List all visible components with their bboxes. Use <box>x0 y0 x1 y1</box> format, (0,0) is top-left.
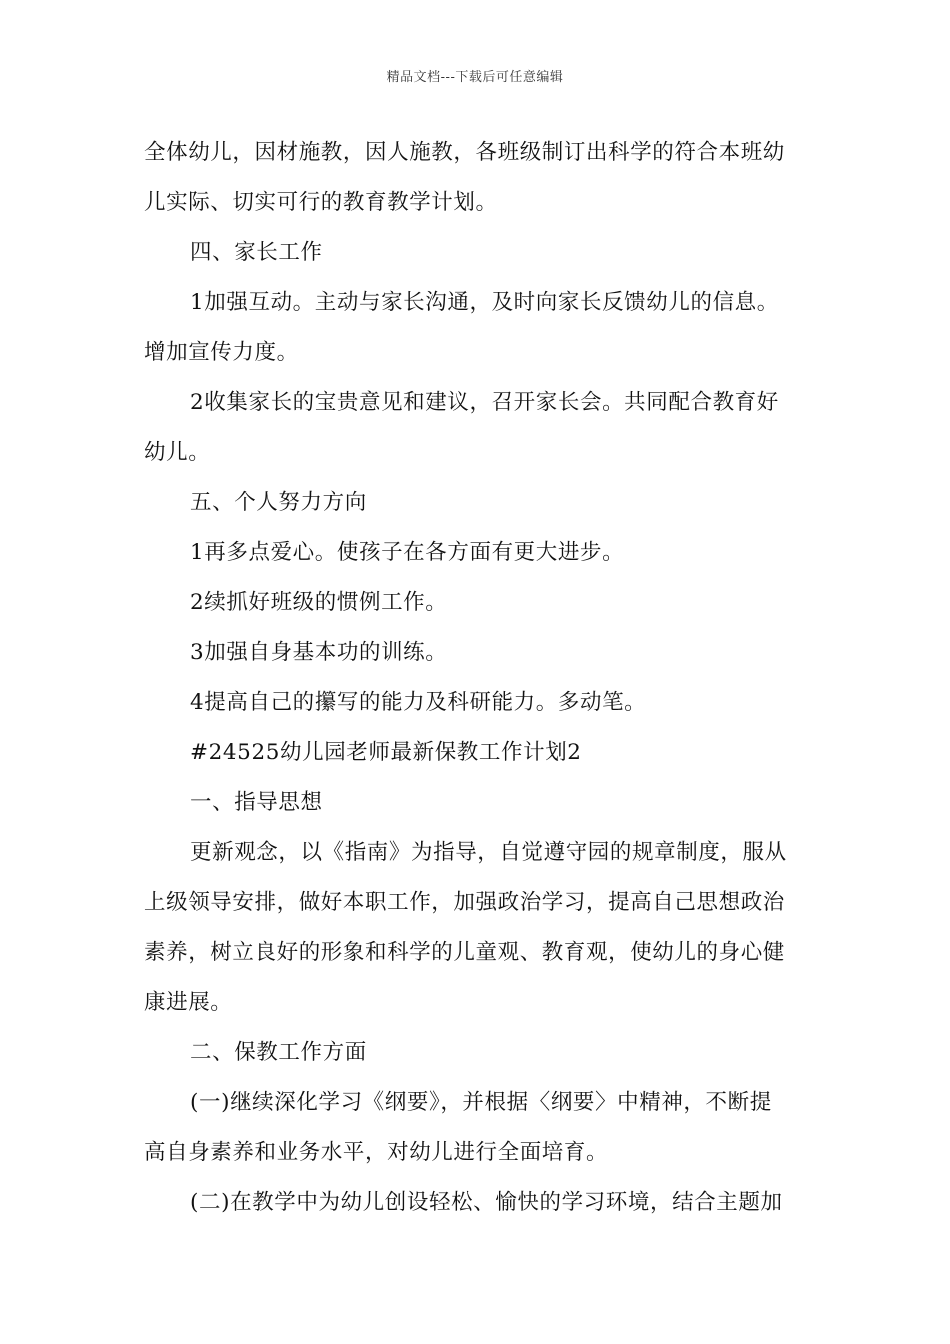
text-line: 幼儿。 <box>144 440 211 465</box>
text-line: 增加宣传力度。 <box>144 340 299 365</box>
text-line: #24525幼儿园老师最新保教工作计划2 <box>190 740 582 765</box>
text-line: 五、个人努力方向 <box>190 490 367 515</box>
text-line: 二、保教工作方面 <box>190 1040 367 1065</box>
text-line: 全体幼儿，因材施教，因人施教，各班级制订出科学的符合本班幼 <box>144 140 785 165</box>
page-header: 精品文档---下载后可任意编辑 <box>386 70 564 85</box>
text-line: 康进展。 <box>144 990 233 1015</box>
text-line: 一、指导思想 <box>190 790 323 815</box>
text-line: 1再多点爱心。使孩子在各方面有更大进步。 <box>190 540 625 565</box>
text-line: (二)在教学中为幼儿创设轻松、愉快的学习环境，结合主题加 <box>190 1190 783 1215</box>
text-line: 高自身素养和业务水平，对幼儿进行全面培育。 <box>144 1140 609 1165</box>
text-line: 素养，树立良好的形象和科学的儿童观、教育观，使幼儿的身心健 <box>144 940 785 965</box>
text-line: 4提高自己的攥写的能力及科研能力。多动笔。 <box>190 690 647 715</box>
text-line: 2续抓好班级的惯例工作。 <box>190 590 448 615</box>
text-line: 儿实际、切实可行的教育教学计划。 <box>144 190 498 215</box>
text-line: 1加强互动。主动与家长沟通，及时向家长反馈幼儿的信息。 <box>190 290 779 315</box>
text-line: 2收集家长的宝贵意见和建议，召开家长会。共同配合教育好 <box>190 390 779 415</box>
text-line: 更新观念，以《指南》为指导，自觉遵守园的规章制度，服从 <box>190 840 787 865</box>
document-body <box>144 128 808 1228</box>
text-line: (一)继续深化学习《纲要》，并根据〈纲要〉中精神，不断提 <box>190 1090 772 1115</box>
text-line: 3加强自身基本功的训练。 <box>190 640 448 665</box>
text-line: 四、家长工作 <box>190 240 323 265</box>
text-line: 上级领导安排，做好本职工作，加强政治学习，提高自己思想政治 <box>144 890 785 915</box>
